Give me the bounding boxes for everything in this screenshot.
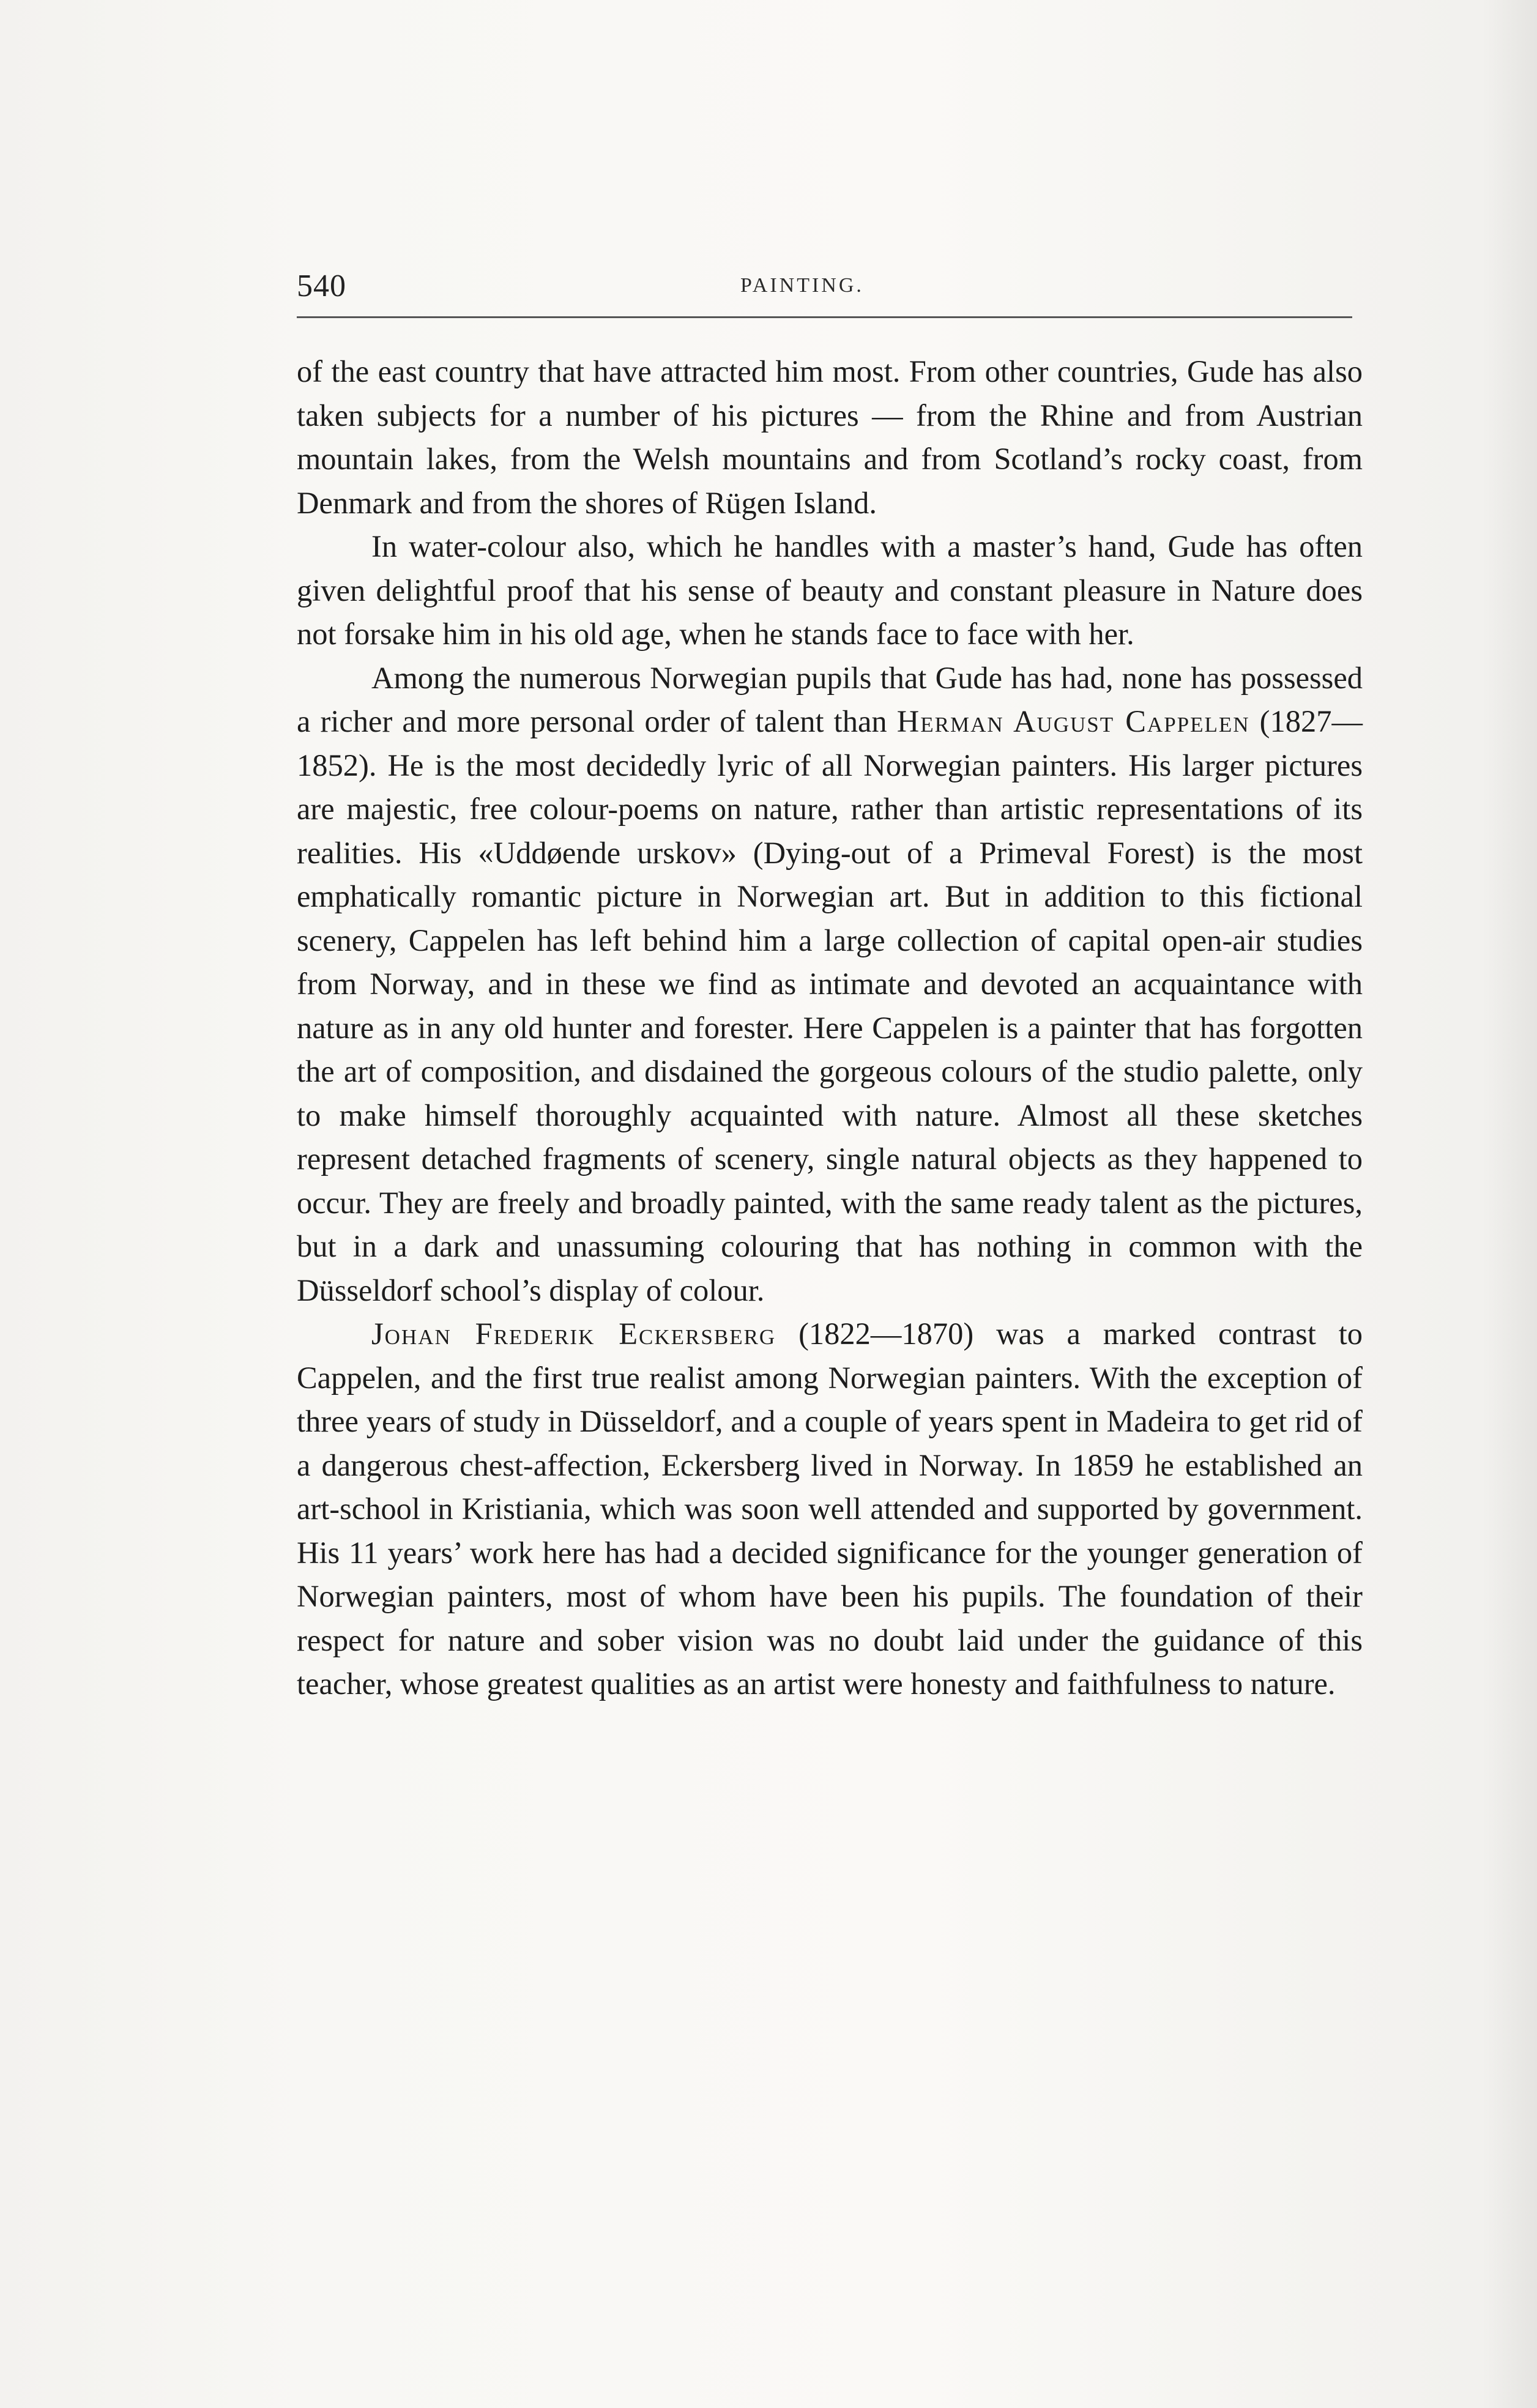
person-name: Herman August Cappelen bbox=[896, 704, 1250, 738]
page-header bbox=[297, 268, 1361, 317]
paragraph-p2 bbox=[297, 525, 1363, 656]
page-number: 540 bbox=[297, 269, 346, 303]
paragraph-text: (1822—1870) was a marked contrast to Cappelen, and the first true realist among Norwegian painters. With the exception of three years of study in Düsseldorf, and a couple of years spent in Madeira to get rid of a dangerous chest-affection, Eckersberg lived in Norway. In 1859 he established an art-school in Kristiania, which was soon well attended and supported by government. His 11 years’ work here has had a decided significance for the younger generation of Norwegian painters, most of whom have been his pupils. The foundation of their respect for nature and sober vision was no doubt laid under the guidance of this teacher, whose greatest qualities as an artist were honesty and faithfulness to nature. bbox=[297, 1317, 1363, 1701]
paragraph-p3 bbox=[297, 656, 1363, 1313]
paragraph-p4 bbox=[297, 1312, 1363, 1706]
header-rule bbox=[297, 316, 1352, 318]
paragraph-text: Among the numerous Norwegian pupils that Gude has had, none has possessed a richer and more personal order of talent than bbox=[297, 660, 1363, 738]
running-head: PAINTING. bbox=[740, 274, 864, 297]
paragraph-p1 bbox=[297, 350, 1363, 525]
person-name: Johan Frederik Eckersberg bbox=[371, 1317, 776, 1351]
body-text bbox=[297, 350, 1363, 1706]
paragraph-text: (1827—1852). He is the most decidedly lyric of all Norwegian painters. His larger pictures are majestic, free colour-poems on nature, rather than artistic representations of its realities. His «Uddøende urskov» (Dying-out of a Primeval Forest) is the most emphatically romantic picture in Norwegian art. But in addition to this fictional scenery, Cappelen has left behind him a large collection of capital open-air studies from Norway, and in these we find as intimate and devoted an acquaintance with nature as in any old hunter and forester. Here Cappelen is a painter that has forgotten the art of composition, and disdained the gorgeous colours of the studio palette, only to make himself thoroughly acquainted with nature. Almost all these sketches represent detached fragments of scenery, single natural objects as they happened to occur. They are freely and broadly painted, with the same ready talent as the pictures, but in a dark and unassuming colouring that has nothing in common with the Düsseldorf school’s display of colour. bbox=[297, 704, 1363, 1307]
paragraph-text: In water-colour also, which he handles with a master’s hand, Gude has often given delightful proof that his sense of beauty and constant pleasure in Nature does not forsake him in his old age, when he stands face to face with her. bbox=[297, 529, 1363, 651]
paragraph-text: of the east country that have attracted him most. From other countries, Gude has also taken subjects for a number of his pictures — from the Rhine and from Austrian mountain lakes, from the Welsh mountains and from Scotland’s rocky coast, from Denmark and from the shores of Rügen Island. bbox=[297, 354, 1363, 520]
page-edge-shadow bbox=[1482, 0, 1537, 2408]
